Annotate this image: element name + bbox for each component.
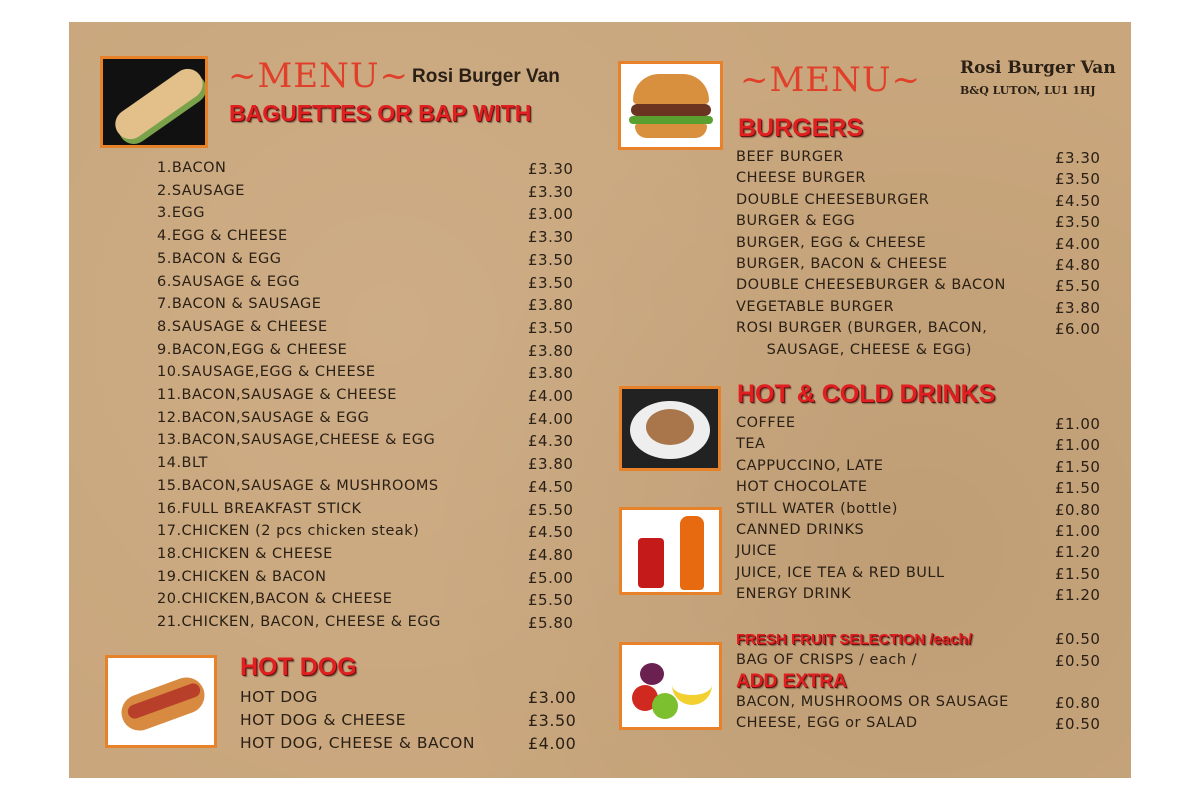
- menu-item-price: £6.00: [1055, 320, 1101, 339]
- menu-item-label: 2.SAUSAGE: [157, 182, 245, 199]
- menu-item-label: SAUSAGE, CHEESE & EGG): [736, 341, 972, 358]
- menu-item-label: 7.BACON & SAUSAGE: [157, 296, 322, 313]
- menu-item-price: £1.50: [1055, 564, 1101, 583]
- menu-item-price: £3.80: [528, 341, 574, 360]
- brand-name-right: Rosi Burger Van: [960, 58, 1116, 78]
- menu-item-label: DOUBLE CHEESEBURGER & BACON: [736, 277, 1006, 294]
- crisps-price: £0.50: [1055, 652, 1101, 670]
- menu-item-price: £3.50: [528, 318, 574, 337]
- menu-item-label: STILL WATER (bottle): [736, 500, 898, 517]
- menu-item-label: 21.CHICKEN, BACON, CHEESE & EGG: [157, 614, 441, 630]
- menu-item-label: HOT DOG, CHEESE & BACON: [240, 734, 475, 752]
- menu-item-label: 14.BLT: [157, 455, 208, 472]
- menu-item-price: £1.00: [1055, 436, 1101, 455]
- menu-item-price: £3.00: [528, 205, 574, 224]
- menu-item-price: £3.30: [528, 228, 574, 247]
- menu-item-price: £1.50: [1055, 479, 1101, 498]
- menu-item-price: £3.80: [528, 364, 574, 383]
- menu-item-label: 16.FULL BREAKFAST STICK: [157, 500, 362, 517]
- menu-item-label: VEGETABLE BURGER: [736, 298, 895, 315]
- menu-item-label: ENERGY DRINK: [736, 586, 852, 603]
- menu-item-label: BACON, MUSHROOMS OR SAUSAGE: [736, 694, 1009, 710]
- menu-item-price: £5.50: [1055, 277, 1101, 296]
- menu-title-right: ~MENU~: [740, 60, 922, 100]
- menu-item-price: £3.50: [1055, 170, 1101, 189]
- menu-item-price: £1.50: [1055, 457, 1101, 476]
- menu-item-label: CANNED DRINKS: [736, 522, 865, 538]
- menu-item-price: £0.80: [1055, 694, 1101, 712]
- brand-name: Rosi Burger Van: [412, 66, 560, 87]
- menu-item-label: JUICE, ICE TEA & RED BULL: [736, 564, 945, 581]
- menu-item-price: £0.50: [1055, 715, 1101, 734]
- fruit-photo: [619, 642, 722, 730]
- menu-item-label: 18.CHICKEN & CHEESE: [157, 545, 333, 562]
- menu-item-price: £5.80: [528, 614, 574, 632]
- address: B&Q LUTON, LU1 1HJ: [960, 84, 1096, 97]
- burger-photo: [618, 61, 723, 150]
- menu-item-price: £4.80: [528, 545, 574, 564]
- menu-item-label: JUICE: [736, 543, 777, 560]
- menu-item-price: £4.00: [528, 409, 574, 428]
- menu-item-label: 20.CHICKEN,BACON & CHEESE: [157, 591, 393, 608]
- menu-item-label: 5.BACON & EGG: [157, 250, 282, 267]
- menu-title: ~MENU~: [228, 56, 410, 96]
- coffee-photo: [619, 386, 721, 471]
- menu-item-label: DOUBLE CHEESEBURGER: [736, 191, 930, 208]
- menu-item-label: BURGER & EGG: [736, 213, 856, 230]
- menu-item-price: £3.30: [1055, 149, 1101, 167]
- menu-item-price: £3.50: [1055, 213, 1101, 232]
- menu-item-price: £1.00: [1055, 415, 1101, 433]
- menu-item-label: 12.BACON,SAUSAGE & EGG: [157, 409, 370, 426]
- menu-item-price: £3.30: [528, 182, 574, 201]
- menu-item-label: CHEESE BURGER: [736, 170, 866, 187]
- menu-item-price: £4.00: [528, 734, 577, 753]
- menu-item-label: 13.BACON,SAUSAGE,CHEESE & EGG: [157, 432, 436, 449]
- menu-item-label: 9.BACON,EGG & CHEESE: [157, 341, 348, 358]
- menu-item-price: £1.20: [1055, 586, 1101, 605]
- menu-item-label: BURGER, BACON & CHEESE: [736, 256, 948, 272]
- menu-item-label: TEA: [736, 436, 766, 453]
- menu-item-price: £1.20: [1055, 543, 1101, 562]
- hotdog-photo: [105, 655, 217, 748]
- menu-item-label: HOT DOG: [240, 688, 318, 706]
- menu-item-label: 19.CHICKEN & BACON: [157, 568, 327, 585]
- menu-item-label: 11.BACON,SAUSAGE & CHEESE: [157, 387, 397, 403]
- menu-item-price: £1.00: [1055, 522, 1101, 540]
- menu-item-price: £3.80: [1055, 298, 1101, 317]
- menu-item-label: BURGER, EGG & CHEESE: [736, 234, 927, 251]
- hotdog-heading: HOT DOG: [240, 653, 357, 681]
- menu-item-label: 1.BACON: [157, 160, 227, 176]
- menu-item-price: £5.00: [528, 568, 574, 587]
- menu-item-price: £4.80: [1055, 256, 1101, 274]
- menu-item-price: £4.00: [528, 387, 574, 405]
- menu-item-label: COFFEE: [736, 415, 796, 431]
- menu-item-label: CHEESE, EGG or SALAD: [736, 715, 918, 732]
- menu-item-price: £5.50: [528, 591, 574, 610]
- menu-item-label: 17.CHICKEN (2 pcs chicken steak): [157, 523, 420, 540]
- crisps-label: BAG OF CRISPS / each /: [736, 652, 918, 668]
- menu-item-label: 15.BACON,SAUSAGE & MUSHROOMS: [157, 477, 439, 494]
- menu-item-price: £4.30: [528, 432, 574, 451]
- menu-item-label: HOT CHOCOLATE: [736, 479, 868, 496]
- menu-item-price: £3.50: [528, 250, 574, 269]
- menu-item-price: £4.00: [1055, 234, 1101, 253]
- burgers-heading: BURGERS: [738, 114, 864, 142]
- menu-item-label: ROSI BURGER (BURGER, BACON,: [736, 320, 988, 337]
- baguettes-heading: BAGUETTES OR BAP WITH: [229, 100, 532, 126]
- menu-item-price: £3.50: [528, 711, 577, 730]
- baguette-photo: [100, 56, 208, 148]
- drinks-photo: [619, 507, 722, 595]
- menu-item-price: £3.30: [528, 160, 574, 178]
- menu-item-price: £3.50: [528, 273, 574, 292]
- menu-item-label: HOT DOG & CHEESE: [240, 711, 407, 729]
- menu-item-label: 6.SAUSAGE & EGG: [157, 273, 301, 290]
- menu-item-price: £4.50: [1055, 191, 1101, 210]
- menu-item-label: 10.SAUSAGE,EGG & CHEESE: [157, 364, 376, 381]
- menu-item-price: £3.80: [528, 455, 574, 474]
- fruit-price: £0.50: [1055, 630, 1101, 648]
- drinks-heading: HOT & COLD DRINKS: [737, 380, 996, 408]
- menu-item-price: £4.50: [528, 523, 574, 542]
- menu-item-price: £4.50: [528, 477, 574, 496]
- menu-item-label: CAPPUCCINO, LATE: [736, 457, 884, 474]
- menu-item-price: £5.50: [528, 500, 574, 519]
- menu-item-price: £0.80: [1055, 500, 1101, 519]
- menu-item-price: £3.80: [528, 296, 574, 315]
- fruit-label: FRESH FRUIT SELECTION /each/: [736, 631, 972, 648]
- menu-item-label: 3.EGG: [157, 205, 205, 222]
- menu-item-label: 8.SAUSAGE & CHEESE: [157, 318, 328, 335]
- extra-heading: ADD EXTRA: [736, 671, 847, 692]
- menu-item-label: 4.EGG & CHEESE: [157, 228, 288, 245]
- menu-item-price: £3.00: [528, 688, 577, 707]
- menu-item-label: BEEF BURGER: [736, 149, 844, 165]
